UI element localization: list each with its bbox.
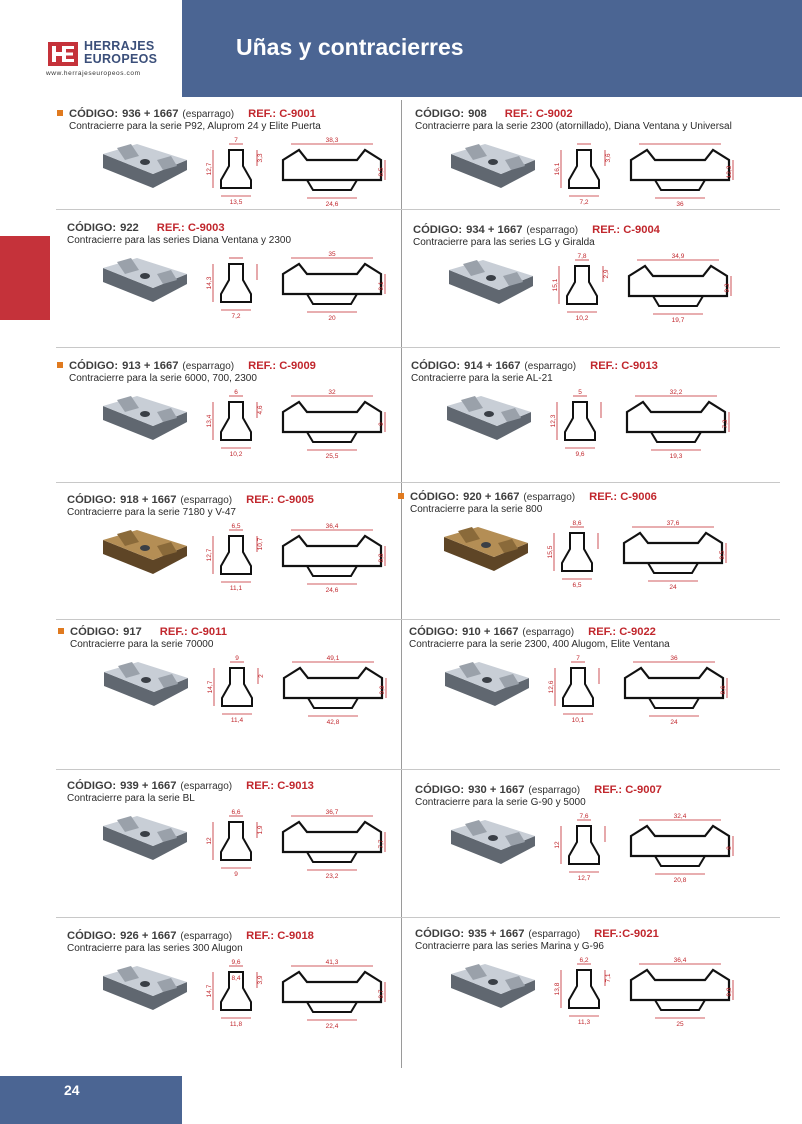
product-note: (esparrago) bbox=[180, 781, 233, 792]
product-ref: REF.: C-9013 bbox=[590, 360, 658, 372]
dimension-label: 8,4 bbox=[231, 975, 241, 982]
front-view-drawing bbox=[207, 136, 265, 208]
product-heading bbox=[409, 626, 656, 639]
dimension-label: 7,2 bbox=[231, 313, 241, 320]
product-photo bbox=[97, 812, 193, 870]
product-code-label: CÓDIGO: bbox=[67, 780, 117, 792]
logo-name-line2: EUROPEOS bbox=[84, 52, 158, 66]
product-block bbox=[58, 626, 388, 741]
dimension-label: 9,7 bbox=[378, 989, 385, 999]
product-code-label: CÓDIGO: bbox=[67, 930, 117, 942]
front-view-drawing bbox=[553, 252, 611, 324]
dimension-label: 25 bbox=[676, 1021, 684, 1028]
front-view-drawing bbox=[555, 956, 613, 1028]
bullet-square-icon bbox=[57, 110, 63, 116]
dimension-label: 23,2 bbox=[325, 873, 339, 880]
dimension-label: 36 bbox=[676, 201, 684, 208]
dimension-label: 22,4 bbox=[325, 1023, 339, 1030]
product-heading bbox=[415, 108, 573, 121]
product-heading bbox=[67, 222, 225, 235]
dimension-label: 6 bbox=[234, 389, 238, 396]
side-view-drawing bbox=[277, 522, 389, 594]
product-block bbox=[411, 360, 741, 475]
dimension-label: 34,9 bbox=[671, 253, 685, 260]
dimension-label: 5 bbox=[578, 389, 582, 396]
product-heading bbox=[57, 360, 316, 373]
product-code: 917 bbox=[123, 626, 142, 638]
front-view-drawing bbox=[555, 812, 613, 884]
product-description: Contracierre para la serie BL bbox=[67, 793, 195, 804]
page-title: Uñas y contracierres bbox=[236, 34, 464, 60]
product-photo bbox=[441, 392, 537, 450]
product-code-label: CÓDIGO: bbox=[415, 108, 465, 120]
product-code-label: CÓDIGO: bbox=[69, 360, 119, 372]
dimension-label: 12,7 bbox=[206, 548, 213, 562]
front-view-drawing bbox=[551, 388, 609, 460]
side-view-drawing bbox=[277, 250, 389, 322]
dimension-label: 9 bbox=[234, 871, 238, 878]
dimension-label: 12,7 bbox=[206, 162, 213, 176]
side-view-drawing bbox=[619, 654, 731, 726]
dimension-label: 8 bbox=[726, 846, 733, 850]
dimension-label: 9,3 bbox=[724, 283, 731, 293]
dimension-label: 13,5 bbox=[229, 199, 243, 206]
dimension-label: 9,9 bbox=[379, 685, 386, 695]
dimension-label: 14,7 bbox=[206, 984, 213, 998]
dimension-label: 7,6 bbox=[579, 813, 589, 820]
dimension-label: 9,1 bbox=[378, 281, 385, 291]
dimension-label: 6,5 bbox=[231, 523, 241, 530]
dimension-label: 32,2 bbox=[669, 389, 683, 396]
product-description: Contracierre para la serie AL-21 bbox=[411, 373, 553, 384]
bullet-square-icon bbox=[398, 493, 404, 499]
product-code-label: CÓDIGO: bbox=[415, 784, 465, 796]
dimension-label: 10,2 bbox=[229, 451, 243, 458]
product-ref: REF.: C-9007 bbox=[594, 784, 662, 796]
dimension-label: 12,6 bbox=[548, 680, 555, 694]
dimension-label: 7,7 bbox=[378, 839, 385, 849]
product-ref: REF.: C-9006 bbox=[589, 491, 657, 503]
dimension-label: 24 bbox=[669, 584, 677, 591]
dimension-label: 7,2 bbox=[579, 199, 589, 206]
product-heading bbox=[413, 224, 660, 237]
front-view-drawing bbox=[207, 958, 265, 1030]
product-photo bbox=[97, 254, 193, 312]
front-view-drawing bbox=[549, 654, 607, 726]
product-code: 934 + 1667 bbox=[466, 224, 523, 236]
dimension-label: 11,3 bbox=[577, 1019, 591, 1026]
product-block bbox=[409, 626, 739, 741]
product-ref: REF.: C-9005 bbox=[246, 494, 314, 506]
product-description: Contracierre para la serie 7180 y V-47 bbox=[67, 507, 236, 518]
product-note: (esparrago) bbox=[522, 627, 575, 638]
product-code: 908 bbox=[468, 108, 487, 120]
side-view-drawing bbox=[625, 812, 737, 884]
dimension-label: 20,8 bbox=[673, 877, 687, 884]
dimension-label: 9,6 bbox=[231, 959, 241, 966]
product-heading bbox=[57, 108, 316, 121]
dimension-label: 14,7 bbox=[207, 680, 214, 694]
dimension-label: 8,8 bbox=[378, 553, 385, 563]
product-block bbox=[415, 784, 745, 899]
dimension-label: 10,2 bbox=[575, 315, 589, 322]
dimension-label: 2,9 bbox=[603, 269, 610, 279]
product-note: (esparrago) bbox=[523, 492, 576, 503]
dimension-label: 32 bbox=[328, 389, 336, 396]
front-view-drawing bbox=[207, 522, 265, 594]
product-code-label: CÓDIGO: bbox=[70, 626, 120, 638]
front-view-drawing bbox=[207, 250, 265, 322]
product-note: (esparrago) bbox=[528, 785, 581, 796]
product-note: (esparrago) bbox=[524, 361, 577, 372]
dimension-label: 15,1 bbox=[552, 278, 559, 292]
bullet-square-icon bbox=[57, 362, 63, 368]
product-code: 913 + 1667 bbox=[122, 360, 179, 372]
row-divider bbox=[56, 347, 780, 348]
product-description: Contracierre para las series Marina y G-96 bbox=[415, 941, 604, 952]
product-code: 920 + 1667 bbox=[463, 491, 520, 503]
product-ref: REF.: C-9002 bbox=[504, 108, 573, 120]
product-description: Contracierre para la serie 2300, 400 Alugom, Elite Ventana bbox=[409, 639, 670, 650]
product-heading bbox=[67, 780, 314, 793]
product-heading bbox=[67, 494, 314, 507]
product-description: Contracierre para la serie P92, Aluprom 24 y Elite Puerta bbox=[69, 121, 321, 132]
product-description: Contracierre para las series LG y Giralda bbox=[413, 237, 595, 248]
dimension-label: 12 bbox=[206, 837, 213, 845]
dimension-label: 3,6 bbox=[605, 153, 612, 163]
dimension-label: 13,8 bbox=[554, 982, 561, 996]
product-code-label: CÓDIGO: bbox=[409, 626, 459, 638]
dimension-label: 7,8 bbox=[577, 253, 587, 260]
product-block bbox=[67, 930, 397, 1045]
product-note: (esparrago) bbox=[526, 225, 579, 236]
dimension-label: 12,3 bbox=[726, 165, 733, 179]
front-view-drawing bbox=[207, 388, 265, 460]
logo-url: www.herrajeseuropeos.com bbox=[46, 70, 141, 77]
footer-band bbox=[0, 1076, 182, 1124]
page-number: 24 bbox=[64, 1082, 80, 1098]
dimension-label: 24,6 bbox=[325, 587, 339, 594]
product-ref: REF.: C-9001 bbox=[248, 108, 316, 120]
dimension-label: 36,7 bbox=[325, 809, 339, 816]
product-description: Contracierre para la serie 70000 bbox=[70, 639, 214, 650]
dimension-label: 16,1 bbox=[554, 162, 561, 176]
dimension-label: 6,5 bbox=[572, 582, 582, 589]
side-view-drawing bbox=[278, 654, 390, 726]
product-heading bbox=[415, 928, 659, 941]
dimension-label: 36,4 bbox=[673, 957, 687, 964]
product-block bbox=[398, 491, 728, 606]
dimension-label: 24 bbox=[670, 719, 678, 726]
product-photo bbox=[443, 256, 539, 314]
side-view-drawing bbox=[625, 956, 737, 1028]
dimension-label: 8,6 bbox=[572, 520, 582, 527]
side-view-drawing bbox=[625, 136, 737, 208]
side-view-drawing bbox=[277, 958, 389, 1030]
product-description: Contracierre para las series 300 Alugon bbox=[67, 943, 243, 954]
side-tab bbox=[0, 236, 50, 320]
dimension-label: 13,4 bbox=[206, 414, 213, 428]
product-code-label: CÓDIGO: bbox=[69, 108, 119, 120]
dimension-label: 7,3 bbox=[722, 419, 729, 429]
dimension-label: 12 bbox=[554, 841, 561, 849]
dimension-label: 11,4 bbox=[230, 717, 244, 724]
product-code: 935 + 1667 bbox=[468, 928, 525, 940]
product-code: 910 + 1667 bbox=[462, 626, 519, 638]
product-block bbox=[57, 108, 387, 223]
dimension-label: 10,7 bbox=[257, 537, 264, 551]
product-photo bbox=[97, 526, 193, 584]
dimension-label: 10,1 bbox=[571, 717, 585, 724]
dimension-label: 20 bbox=[328, 315, 336, 322]
product-block bbox=[67, 222, 397, 337]
dimension-label: 4,6 bbox=[257, 405, 264, 415]
product-description: Contracierre para la serie 2300 (atornillado), Diana Ventana y Universal bbox=[415, 121, 732, 132]
side-view-drawing bbox=[277, 808, 389, 880]
product-code: 914 + 1667 bbox=[464, 360, 521, 372]
product-block bbox=[413, 224, 743, 339]
bullet-square-icon bbox=[58, 628, 64, 634]
side-view-drawing bbox=[618, 519, 730, 591]
dimension-label: 7,1 bbox=[605, 973, 612, 983]
logo-name bbox=[84, 40, 157, 66]
product-photo bbox=[445, 140, 541, 198]
dimension-label: 25,5 bbox=[325, 453, 339, 460]
dimension-label: 7 bbox=[234, 137, 238, 144]
product-note: (esparrago) bbox=[182, 109, 235, 120]
dimension-label: 9 bbox=[235, 655, 239, 662]
company-logo bbox=[46, 40, 168, 80]
dimension-label: 9,8 bbox=[726, 987, 733, 997]
product-ref: REF.: C-9022 bbox=[588, 626, 656, 638]
product-code-label: CÓDIGO: bbox=[411, 360, 461, 372]
product-heading bbox=[398, 491, 657, 504]
product-ref: REF.: C-9018 bbox=[246, 930, 314, 942]
dimension-label: 37,6 bbox=[666, 520, 680, 527]
product-description: Contracierre para las series Diana Ventana y 2300 bbox=[67, 235, 292, 246]
row-divider bbox=[56, 917, 780, 918]
product-photo bbox=[97, 962, 193, 1020]
dimension-label: 19,3 bbox=[669, 453, 683, 460]
dimension-label: 32,4 bbox=[673, 813, 687, 820]
dimension-label: 35 bbox=[328, 251, 336, 258]
product-code-label: CÓDIGO: bbox=[410, 491, 460, 503]
dimension-label: 19,7 bbox=[671, 317, 685, 324]
dimension-label: 49,1 bbox=[326, 655, 340, 662]
product-description: Contracierre para la serie 6000, 700, 2300 bbox=[69, 373, 257, 384]
dimension-label: 11,8 bbox=[229, 1021, 243, 1028]
product-code: 939 + 1667 bbox=[120, 780, 177, 792]
dimension-label: 1,9 bbox=[257, 825, 264, 835]
dimension-label: 41,3 bbox=[325, 959, 339, 966]
product-photo bbox=[98, 658, 194, 716]
product-description: Contracierre para la serie 800 bbox=[410, 504, 543, 515]
product-code-label: CÓDIGO: bbox=[413, 224, 463, 236]
front-view-drawing bbox=[207, 808, 265, 880]
dimension-label: 15,5 bbox=[547, 545, 554, 559]
dimension-label: 8,5 bbox=[378, 167, 385, 177]
dimension-label: 2 bbox=[258, 674, 265, 678]
product-block bbox=[415, 108, 745, 223]
dimension-label: 36,4 bbox=[325, 523, 339, 530]
product-photo bbox=[439, 658, 535, 716]
product-photo bbox=[97, 140, 193, 198]
product-block bbox=[67, 494, 397, 609]
product-heading bbox=[58, 626, 227, 639]
product-code: 918 + 1667 bbox=[120, 494, 177, 506]
front-view-drawing bbox=[555, 136, 613, 208]
product-ref: REF.: C-9009 bbox=[248, 360, 316, 372]
dimension-label: 3,9 bbox=[257, 975, 264, 985]
product-note: (esparrago) bbox=[182, 361, 235, 372]
product-heading bbox=[415, 784, 662, 797]
side-view-drawing bbox=[277, 136, 389, 208]
dimension-label: 11,1 bbox=[229, 585, 243, 592]
logo-name-line1: HERRAJES bbox=[84, 39, 155, 53]
dimension-label: 24,6 bbox=[325, 201, 339, 208]
dimension-label: 8,6 bbox=[720, 685, 727, 695]
row-divider bbox=[56, 769, 780, 770]
product-heading bbox=[67, 930, 314, 943]
side-view-drawing bbox=[621, 388, 733, 460]
product-ref: REF.: C-9003 bbox=[156, 222, 225, 234]
product-photo bbox=[445, 816, 541, 874]
dimension-label: 9 bbox=[378, 422, 385, 426]
dimension-label: 6,2 bbox=[579, 957, 589, 964]
side-view-drawing bbox=[623, 252, 735, 324]
row-divider bbox=[56, 619, 780, 620]
product-note: (esparrago) bbox=[180, 931, 233, 942]
front-view-drawing bbox=[208, 654, 266, 726]
dimension-label: 6,6 bbox=[231, 809, 241, 816]
dimension-label: 38,3 bbox=[325, 137, 339, 144]
product-block bbox=[57, 360, 387, 475]
product-ref: REF.: C-9011 bbox=[159, 626, 227, 638]
dimension-label: 12,7 bbox=[577, 875, 591, 882]
product-code: 922 bbox=[120, 222, 139, 234]
product-code: 930 + 1667 bbox=[468, 784, 525, 796]
dimension-label: 12,3 bbox=[550, 414, 557, 428]
row-divider bbox=[56, 482, 780, 483]
dimension-label: 9,6 bbox=[575, 451, 585, 458]
product-block bbox=[67, 780, 397, 895]
product-code: 936 + 1667 bbox=[122, 108, 179, 120]
dimension-label: 7 bbox=[576, 655, 580, 662]
logo-mark-icon bbox=[48, 42, 78, 66]
product-note: (esparrago) bbox=[528, 929, 581, 940]
product-ref: REF.: C-9013 bbox=[246, 780, 314, 792]
product-note: (esparrago) bbox=[180, 495, 233, 506]
product-photo bbox=[97, 392, 193, 450]
dimension-label: 36 bbox=[670, 655, 678, 662]
front-view-drawing bbox=[548, 519, 606, 591]
product-code-label: CÓDIGO: bbox=[415, 928, 465, 940]
product-heading bbox=[411, 360, 658, 373]
dimension-label: 3,3 bbox=[257, 153, 264, 163]
product-code-label: CÓDIGO: bbox=[67, 494, 117, 506]
product-photo bbox=[445, 960, 541, 1018]
product-block bbox=[415, 928, 745, 1043]
dimension-label: 9,5 bbox=[719, 550, 726, 560]
product-ref: REF.:C-9021 bbox=[594, 928, 659, 940]
product-photo bbox=[438, 523, 534, 581]
dimension-label: 42,8 bbox=[326, 719, 340, 726]
product-description: Contracierre para la serie G-90 y 5000 bbox=[415, 797, 586, 808]
side-view-drawing bbox=[277, 388, 389, 460]
product-code-label: CÓDIGO: bbox=[67, 222, 117, 234]
product-code: 926 + 1667 bbox=[120, 930, 177, 942]
product-ref: REF.: C-9004 bbox=[592, 224, 660, 236]
dimension-label: 14,3 bbox=[206, 276, 213, 290]
